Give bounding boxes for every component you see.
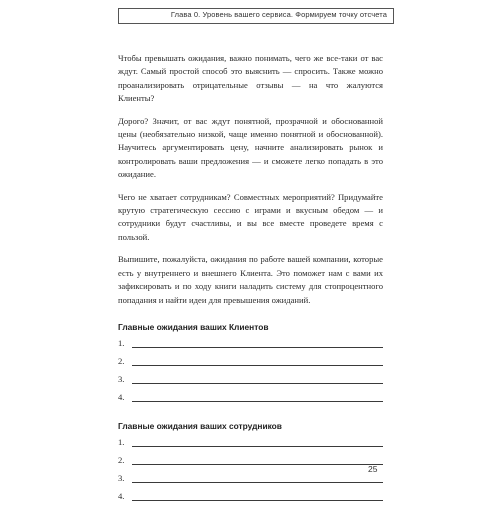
write-in-line [118, 335, 383, 353]
write-in-line [118, 371, 383, 389]
running-header-title: Глава 0. Уровень вашего сервиса. Формируем точку отсчета [170, 10, 387, 19]
blank-rule [132, 347, 383, 348]
blank-rule [132, 464, 383, 465]
section-title: Главные ожидания ваших сотрудников [118, 420, 282, 431]
blank-rule [132, 482, 383, 483]
write-in-line [118, 470, 383, 488]
paragraph: Чтобы превышать ожидания, важно понимать, чего же все-таки от вас ждут. Самый простой способ это выяснить — спросить. Также можно проанализировать отрицательные отзывы — на что жалуются Клиенты? [118, 53, 383, 104]
line-number: 1. [118, 337, 125, 348]
clients-expectations-section [118, 322, 383, 407]
line-number: 2. [118, 355, 125, 366]
blank-rule [132, 401, 383, 402]
line-number: 3. [118, 373, 125, 384]
line-number: 3. [118, 472, 125, 483]
write-in-line [118, 452, 383, 470]
blank-rule [132, 365, 383, 366]
page-content [118, 52, 383, 506]
blank-rule [132, 446, 383, 447]
paragraph: Чего не хватает сотрудникам? Совместных мероприятий? Придумайте крутую стратегическую сессию с играми и вкусным обедом — и сотрудники будут счастливы, и вы все вместе проведете время с пользой. [118, 191, 383, 242]
line-number: 1. [118, 436, 125, 447]
write-in-line [118, 434, 383, 452]
employees-expectations-section [118, 421, 383, 506]
blank-rule [132, 500, 383, 501]
write-in-line [118, 488, 383, 506]
line-number: 2. [118, 454, 125, 465]
line-number: 4. [118, 490, 125, 501]
page-number: 25 [368, 464, 378, 474]
section-title: Главные ожидания ваших Клиентов [118, 321, 269, 332]
write-in-line [118, 353, 383, 371]
paragraph: Выпишите, пожалуйста, ожидания по работе вашей компании, которые есть у внутреннего и внешнего Клиента. Это поможет нам с вами их зафиксировать и по ходу книги наладить систему для стопроцентного попадания и найти идеи для превышения ожиданий. [118, 254, 383, 305]
line-number: 4. [118, 391, 125, 402]
paragraph: Дорого? Значит, от вас ждут понятной, прозрачной и обоснованной цены (необязательно низкой, чаще именно понятной и обоснованной). Научитесь аргументировать цену, начните анализировать рынок и контролировать ваши предложения — и сможете легко попадать в это ожидание. [118, 115, 383, 180]
blank-rule [132, 383, 383, 384]
write-in-line [118, 389, 383, 407]
running-header [118, 8, 394, 24]
